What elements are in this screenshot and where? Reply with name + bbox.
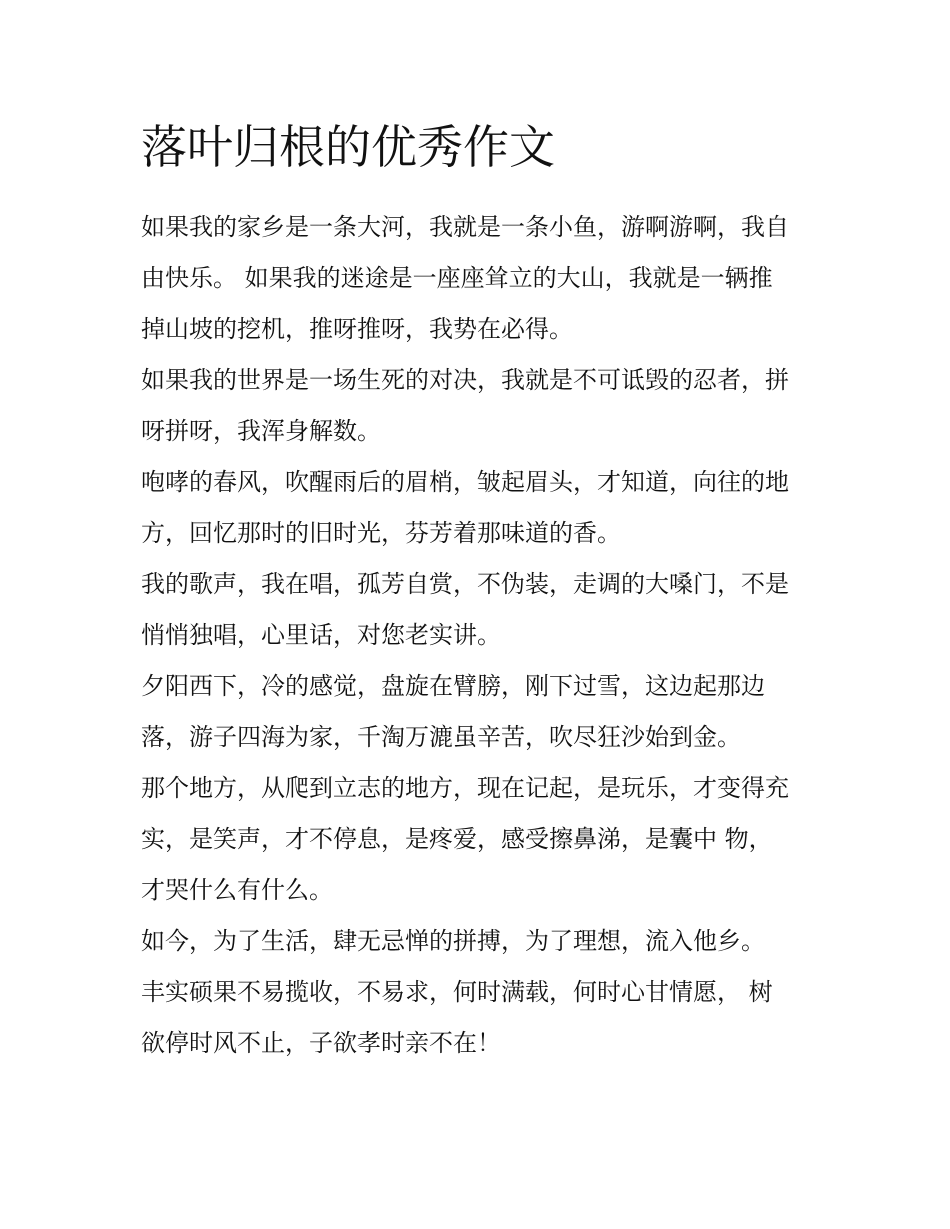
- paragraph-7: [141, 916, 821, 967]
- paragraph-5: [141, 661, 821, 763]
- paragraph-line: 如果我的世界是一场生死的对决，我就是不可诋毁的忍者，拼: [141, 366, 789, 394]
- paragraph-6: [141, 763, 821, 916]
- paragraph-2: [141, 355, 821, 457]
- document-title: 落叶归根的优秀作文: [141, 120, 555, 174]
- paragraph-line: 欲停时风不止，子欲孝时亲不在！: [141, 1029, 501, 1057]
- paragraph-line: 实，是笑声，才不停息，是疼爱，感受擦鼻涕，是囊中 物，: [141, 825, 773, 853]
- paragraph-line: 落，游子四海为家，千淘万漉虽辛苦，吹尽狂沙始到金。: [141, 723, 741, 751]
- paragraph-line: 如果我的家乡是一条大河，我就是一条小鱼，游啊游啊，我自: [141, 213, 789, 241]
- paragraph-8: [141, 967, 821, 1069]
- paragraph-4: [141, 559, 821, 661]
- document-body: [141, 202, 821, 1069]
- paragraph-line: 如今，为了生活，肆无忌惮的拼搏，为了理想，流入他乡。: [141, 927, 765, 955]
- paragraph-line: 那个地方，从爬到立志的地方，现在记起，是玩乐，才变得充: [141, 774, 789, 802]
- paragraph-3: [141, 457, 821, 559]
- paragraph-line: 掉山坡的挖机，推呀推呀，我势在必得。: [141, 315, 573, 343]
- paragraph-line: 夕阳西下，冷的感觉，盘旋在臂膀，刚下过雪，这边起那边: [141, 672, 765, 700]
- paragraph-line: 我的歌声，我在唱，孤芳自赏，不伪装，走调的大嗓门，不是: [141, 570, 789, 598]
- document-page: [141, 112, 821, 1069]
- paragraph-line: 丰实硕果不易揽收，不易求，何时满载，何时心甘情愿， 树: [141, 978, 773, 1006]
- paragraph-line: 悄悄独唱，心里话，对您老实讲。: [141, 621, 501, 649]
- paragraph-line: 咆哮的春风，吹醒雨后的眉梢，皱起眉头，才知道，向往的地: [141, 468, 789, 496]
- paragraph-1: [141, 202, 821, 355]
- paragraph-line: 才哭什么有什么。: [141, 876, 333, 904]
- paragraph-line: 方，回忆那时的旧时光，芬芳着那味道的香。: [141, 519, 621, 547]
- paragraph-line: 呀拼呀，我浑身解数。: [141, 417, 381, 445]
- paragraph-line: 由快乐。 如果我的迷途是一座座耸立的大山，我就是一辆推: [141, 264, 773, 292]
